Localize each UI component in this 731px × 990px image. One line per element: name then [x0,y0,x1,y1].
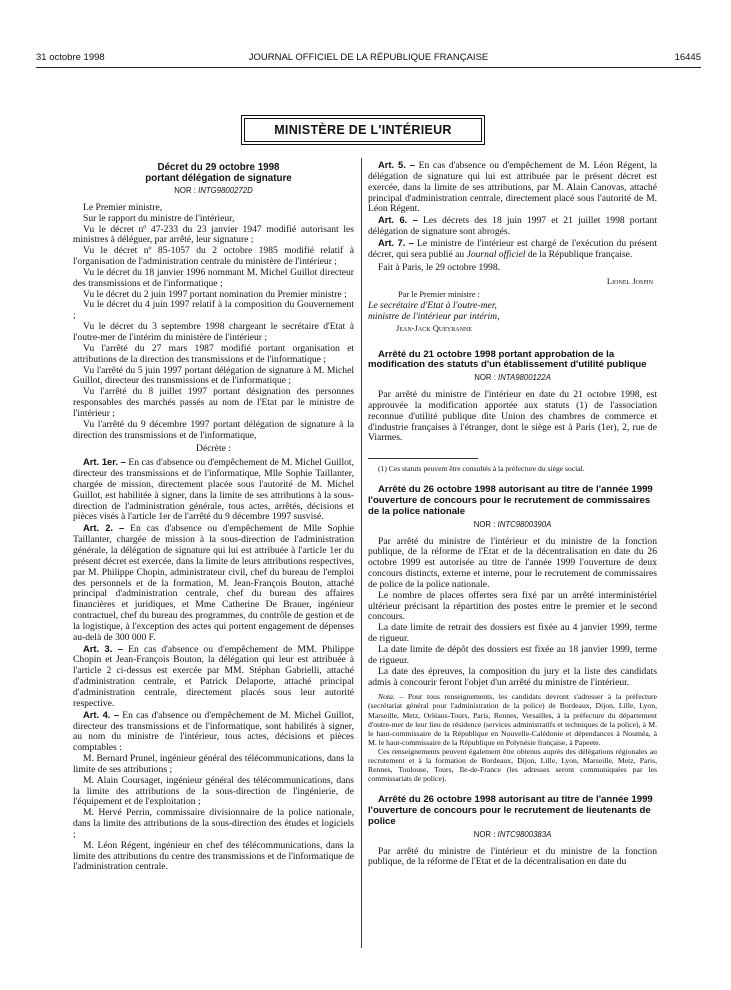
article-paragraph [73,644,354,710]
nor-label: NOR : [473,829,498,839]
article-label: Art. 1er. – [83,456,126,468]
header-rule [36,67,701,68]
decret-title-line2: portant délégation de signature [145,173,292,184]
article-text: Les décrets des 18 juin 1997 et 21 juillet 1998 portant délégation de signature sont abrogés. [368,215,657,238]
article-text: En cas d'absence ou d'empêchement de Mlle Sophie Taillanter, chargée de mission à la sous-direction de l'administration générale, la délégation de signature qui lui est attribuée à l'article 1er du présent décret est exercée, dans la limite de leurs attributions respectives, par M. Philippe Chopin, administrateur civil, chef du bureau de l'emploi des personnels et de la formation, M. Jean-François Bouton, attaché principal d'administration centrale, chef du bureau des affaires financières et juridiques, et Mme Catherine De Brauer, ingénieur contractuel, chef du bureau des programmes, du contrôle de gestion et de la logistique, à l'exception des actes qui portent engagement de dépenses au-delà de 300 000 F. [73,523,355,643]
article-4-item: M. Alain Coursaget, ingénieur général des télécommunications, dans la limite des attributions de la sous-direction de l'ingénierie, de l'équipement et de l'exploitation ; [73,774,354,808]
visa-paragraph: Vu le décret nº 85-1057 du 2 octobre 1985 modifié relatif à l'organisation de l'administration centrale du ministère de l'intérieur ; [73,245,354,268]
visa-paragraph: Vu le décret du 18 janvier 1996 nommant M. Michel Guillot directeur des transmissions et de l'informatique ; [73,266,354,289]
nor-code: INTG9800272D [198,186,253,195]
arrete2-nota-2: Ces renseignements peuvent également être obtenus auprès des délégations régionales au recrutement et à la formation de Bordeaux, Dijon, Lille, Lyon, Marseille, Metz, Paris, Rennes, Toulouse, Tours, Ile-de-France (les adresses seront communiquées par les commissariats de police). [368,746,657,784]
article-paragraph [368,215,657,238]
arrete2-nor [368,520,657,531]
secretary-title-line1: Le secrétaire d'Etat à l'outre-mer, [368,300,497,312]
visa-paragraph: Vu l'arrêté du 27 mars 1987 modifié portant organisation et attributions de la direction des transmissions et de l'informatique ; [73,342,354,365]
article-paragraph [368,238,657,261]
article-label: Art. 6. – [378,214,418,226]
visa-paragraph: Vu le décret nº 47-233 du 23 janvier 1947 modifié autorisant les ministres à déléguer, par arrêté, leur signature ; [73,223,354,246]
signature-premier-ministre: Lionel Jospin [606,276,653,287]
article-label: Art. 7. – [378,236,414,248]
nor-label: NOR : [473,519,498,529]
decret-visas [73,203,354,442]
nota-label: Nota. – [378,692,404,702]
left-column [73,162,354,873]
article-4-item: M. Hervé Perrin, commissaire divisionnaire de la police nationale, dans la limite des attributions de la sous-direction des études et logiciels ; [73,807,354,840]
arrete3-nor [368,830,657,841]
arrete2-paragraph: Par arrêté du ministre de l'intérieur et du ministre de la fonction publique, de la réforme de l'Etat et de la décentralisation en date du 26 octobre 1999 est autorisée au titre de l'année 1999 l'ouverture de deux concours distincts, externe et interne, pour le recrutement de commissaires de police de la police nationale. [368,535,657,590]
running-header [36,52,701,66]
article-paragraph [73,523,354,643]
nor-code: INTC9800383A [497,829,552,839]
arrete1-nor [368,373,657,384]
fait-a-paris: Fait à Paris, le 29 octobre 1998. [378,261,501,273]
decret-articles [73,457,354,754]
article-label: Art. 2. – [83,522,125,534]
secretary-name: Jean-Jack Queyranne [396,322,472,333]
decret-articles-continued [368,160,657,261]
nor-label: NOR : [174,186,199,195]
article-text: En cas d'absence ou d'empêchement de M. Michel Guillot, directeur des transmissions et de l'informatique, sont habilités à signer, au nom du ministre de l'intérieur, tous actes, décisions et pièces comptables : [73,709,354,754]
arrete1-footnote: (1) Ces statuts peuvent être consultés à la préfecture du siège social. [378,464,585,474]
footnote-rule [368,458,478,459]
visa-paragraph: Vu l'arrêté du 8 juillet 1997 portant désignation des personnes responsables des marchés passés au nom de l'Etat par le ministre de l'intérieur ; [73,386,354,419]
header-journal-title: JOURNAL OFFICIEL DE LA RÉPUBLIQUE FRANÇAISE [248,52,489,63]
article-4-item: M. Bernard Prunel, ingénieur général des télécommunications, dans la limite de ses attributions ; [73,753,354,775]
arrete3-text: Par arrêté du ministre de l'intérieur et du ministre de la fonction publique, de la réforme de l'Etat et de la décentralisation en date du [368,845,657,868]
visa-paragraph: Vu le décret du 3 septembre 1998 chargeant le secrétaire d'Etat à l'outre-mer de l'intérim du ministère de l'intérieur ; [73,321,354,343]
nor-code: INTA9800122A [498,373,551,383]
par-le-premier-ministre: Par le Premier ministre : [398,290,480,300]
visa-paragraph: Vu l'arrêté du 5 juin 1997 portant délégation de signature à M. Michel Guillot, directeur des transmissions et de l'informatique ; [73,364,354,387]
article-label: Art. 3. – [83,642,123,654]
arrete1-text: Par arrêté du ministre de l'intérieur en date du 21 octobre 1998, est approuvée la modification apportée aux statuts (1) de l'association reconnue d'utilité publique dite Union des chambres de commerce et d'industrie françaises à l'étranger, dont le siège est à Paris (1er), 2, rue de Viarmes. [368,389,657,444]
secretary-title-line2: ministre de l'intérieur par intérim, [368,310,500,322]
article-label: Art. 5. – [378,159,415,170]
visa-paragraph: Vu l'arrêté du 9 décembre 1997 portant délégation de signature à la direction des transmissions et de l'informatique, [73,418,354,441]
article-4-items [73,754,354,873]
arrete2-nota [368,692,657,747]
article-text: de la République française. [525,248,633,260]
article-4-item: M. Léon Régent, ingénieur en chef des télécommunications, dans la limite des attributions du centre des transmissions et de l'informatique de l'administration centrale. [73,839,354,873]
header-page-number: 16445 [674,52,701,63]
arrete3-title: Arrêté du 26 octobre 1998 autorisant au titre de l'année 1999 l'ouverture de concours pour le recrutement de lieutenants de police [368,794,653,827]
arrete1-title: Arrêté du 21 octobre 1998 portant approbation de la modification des statuts d'un établissement d'utilité publique [368,348,647,371]
nor-label: NOR : [474,373,499,383]
article-paragraph [368,160,657,215]
article-text: En cas d'absence ou d'empêchement de M. Léon Régent, la délégation de signature qui lui est attribuée par le présent décret est exercée, dans la limite de ses attributions, par M. Alain Canovas, attaché principal d'administration centrale, directement placé sous l'autorité de M. Léon Régent. [368,160,657,215]
nor-code: INTC9800390A [497,519,552,529]
article-text: Journal officiel [466,248,526,260]
article-paragraph [73,457,354,523]
arrete2-paragraph: La date des épreuves, la composition du jury et la liste des candidats admis à concourir feront l'objet d'un arrêté du ministre de l'intérieur. [368,665,657,688]
decret-title-line1: Décret du 29 octobre 1998 [157,162,280,173]
visa-paragraph: Vu le décret du 2 juin 1997 portant nomination du Premier ministre ; [83,288,347,300]
arrete2-paragraph: La date limite de retrait des dossiers est fixée au 4 janvier 1999, terme de rigueur. [368,622,657,645]
nota-text: Pour tous renseignements, les candidats devront s'adresser à la préfecture (secrétariat général pour l'administration de la police) de Bordeaux, Dijon, Lille, Lyon, Marseille, Metz, Orléans-Tours, Paris, Rennes, Versailles, à la préfecture du département d'outre-mer de leur lieu de résidence (services administratifs et techniques de la police), à M. le haut-commissaire de la République en Nouvelle-Calédonie et dépendances à Nouméa, à M. le haut-commissaire de la République en Polynésie française, à Papeete. [368,692,658,747]
ministry-heading: MINISTÈRE DE L'INTÉRIEUR [244,118,482,142]
visa-paragraph: Vu le décret du 4 juin 1997 relatif à la composition du Gouvernement ; [73,299,354,322]
arrete2-paragraph: La date limite de dépôt des dossiers est fixée au 18 janvier 1999, terme de rigueur. [368,643,657,666]
article-text: Le ministre de l'intérieur est chargé de l'exécution du présent décret, qui sera publié au [368,237,657,260]
header-date: 31 octobre 1998 [36,52,105,63]
article-label: Art. 4. – [83,708,120,720]
arrete2-paragraphs [368,537,657,689]
arrete2-paragraph: Le nombre de places offertes sera fixé par un arrêté interministériel ultérieur précisant la répartition des postes entre le premier et le second concours. [368,589,657,623]
visa-paragraph: Sur le rapport du ministre de l'intérieur, [83,212,235,224]
arrete2-title: Arrêté du 26 octobre 1998 autorisant au titre de l'année 1999 l'ouverture de concours pour le recrutement de commissaires de la police nationale [368,484,653,517]
decret-nor [73,186,354,197]
article-text: En cas d'absence ou d'empêchement de MM. Philippe Chopin et Jean-François Bouton, la délégation qui leur est attribuée à l'article 2 ci-dessus est exercée par MM. Stéphan Gabrielli, attaché d'administration centrale, et Patrick Delaporte, attaché principal d'administration centrale, directement placés sous leur autorité respective. [73,643,354,709]
article-paragraph [73,710,354,754]
column-divider [361,158,362,948]
right-column [368,160,657,868]
article-text: En cas d'absence ou d'empêchement de M. Michel Guillot, directeur des transmissions et de l'informatique, Mlle Sophie Taillanter, chargée de mission, directement placée sous l'autorité de M. Michel Guillot, est habilitée à signer, dans la limite de ses attributions à la sous-direction de l'administration générale, tous actes, arrêtés, décisions et pièces visés à l'article 1er de l'arrêté du 9 décembre 1997 susvisé. [73,457,354,523]
visa-paragraph: Le Premier ministre, [83,201,163,213]
decrete-label: Décrète : [196,443,231,455]
